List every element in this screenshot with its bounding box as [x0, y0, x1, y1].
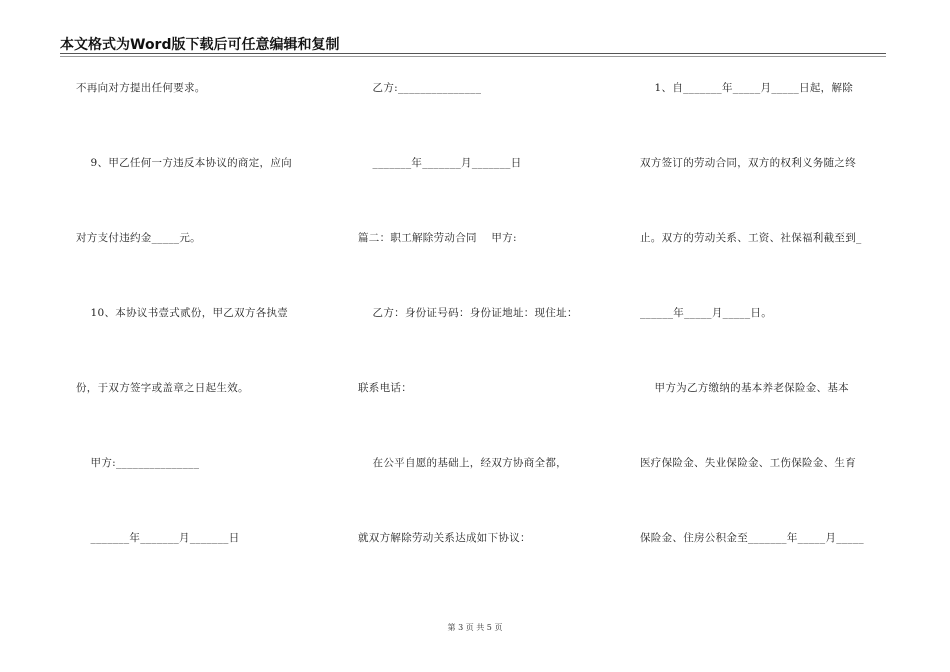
document-header-title: 本文格式为Word版下载后可任意编辑和复制 [60, 37, 340, 53]
text-line: 就双方解除劳动关系达成如下协议： [358, 532, 531, 544]
text-line: 1、自_______年_____月_____日起，解除 [640, 82, 854, 94]
text-line: 乙方：身份证号码：身份证地址：现住址： [358, 307, 578, 319]
text-line: 9、甲乙任何一方违反本协议的商定，应向 [76, 157, 292, 169]
text-line: 篇二：职工解除劳动合同 甲方: [358, 232, 517, 244]
header-rule [60, 53, 886, 54]
text-line: _______年_______月_______日 [358, 157, 522, 169]
page-number: 第 3 页 共 5 页 [447, 623, 503, 632]
text-line: 双方签订的劳动合同，双方的权利义务随之终 [640, 157, 856, 169]
text-line: 在公平自愿的基础上，经双方协商全都， [358, 457, 567, 469]
text-line: 对方支付违约金_____元。 [76, 232, 201, 244]
text-line: 不再向对方提出任何要求。 [76, 82, 206, 94]
text-line: 10、本协议书壹式贰份，甲乙双方各执壹 [76, 307, 289, 319]
text-line: 保险金、住房公积金至_______年_____月_____ [640, 532, 864, 544]
text-line: 联系电话： [358, 382, 412, 394]
text-line: 止。双方的劳动关系、工资、社保福利截至到_ [640, 232, 862, 244]
header-rule-thin [60, 56, 886, 57]
text-line: 乙方:_______________ [358, 82, 482, 94]
text-line: 甲方:_______________ [76, 457, 200, 469]
text-line: 甲方为乙方缴纳的基本养老保险金、基本 [640, 382, 849, 394]
text-line: ______年_____月_____日。 [640, 307, 772, 319]
text-line: _______年_______月_______日 [76, 532, 240, 544]
text-line: 医疗保险金、失业保险金、工伤保险金、生育 [640, 457, 856, 469]
text-line: 份，于双方签字或盖章之日起生效。 [76, 382, 249, 394]
